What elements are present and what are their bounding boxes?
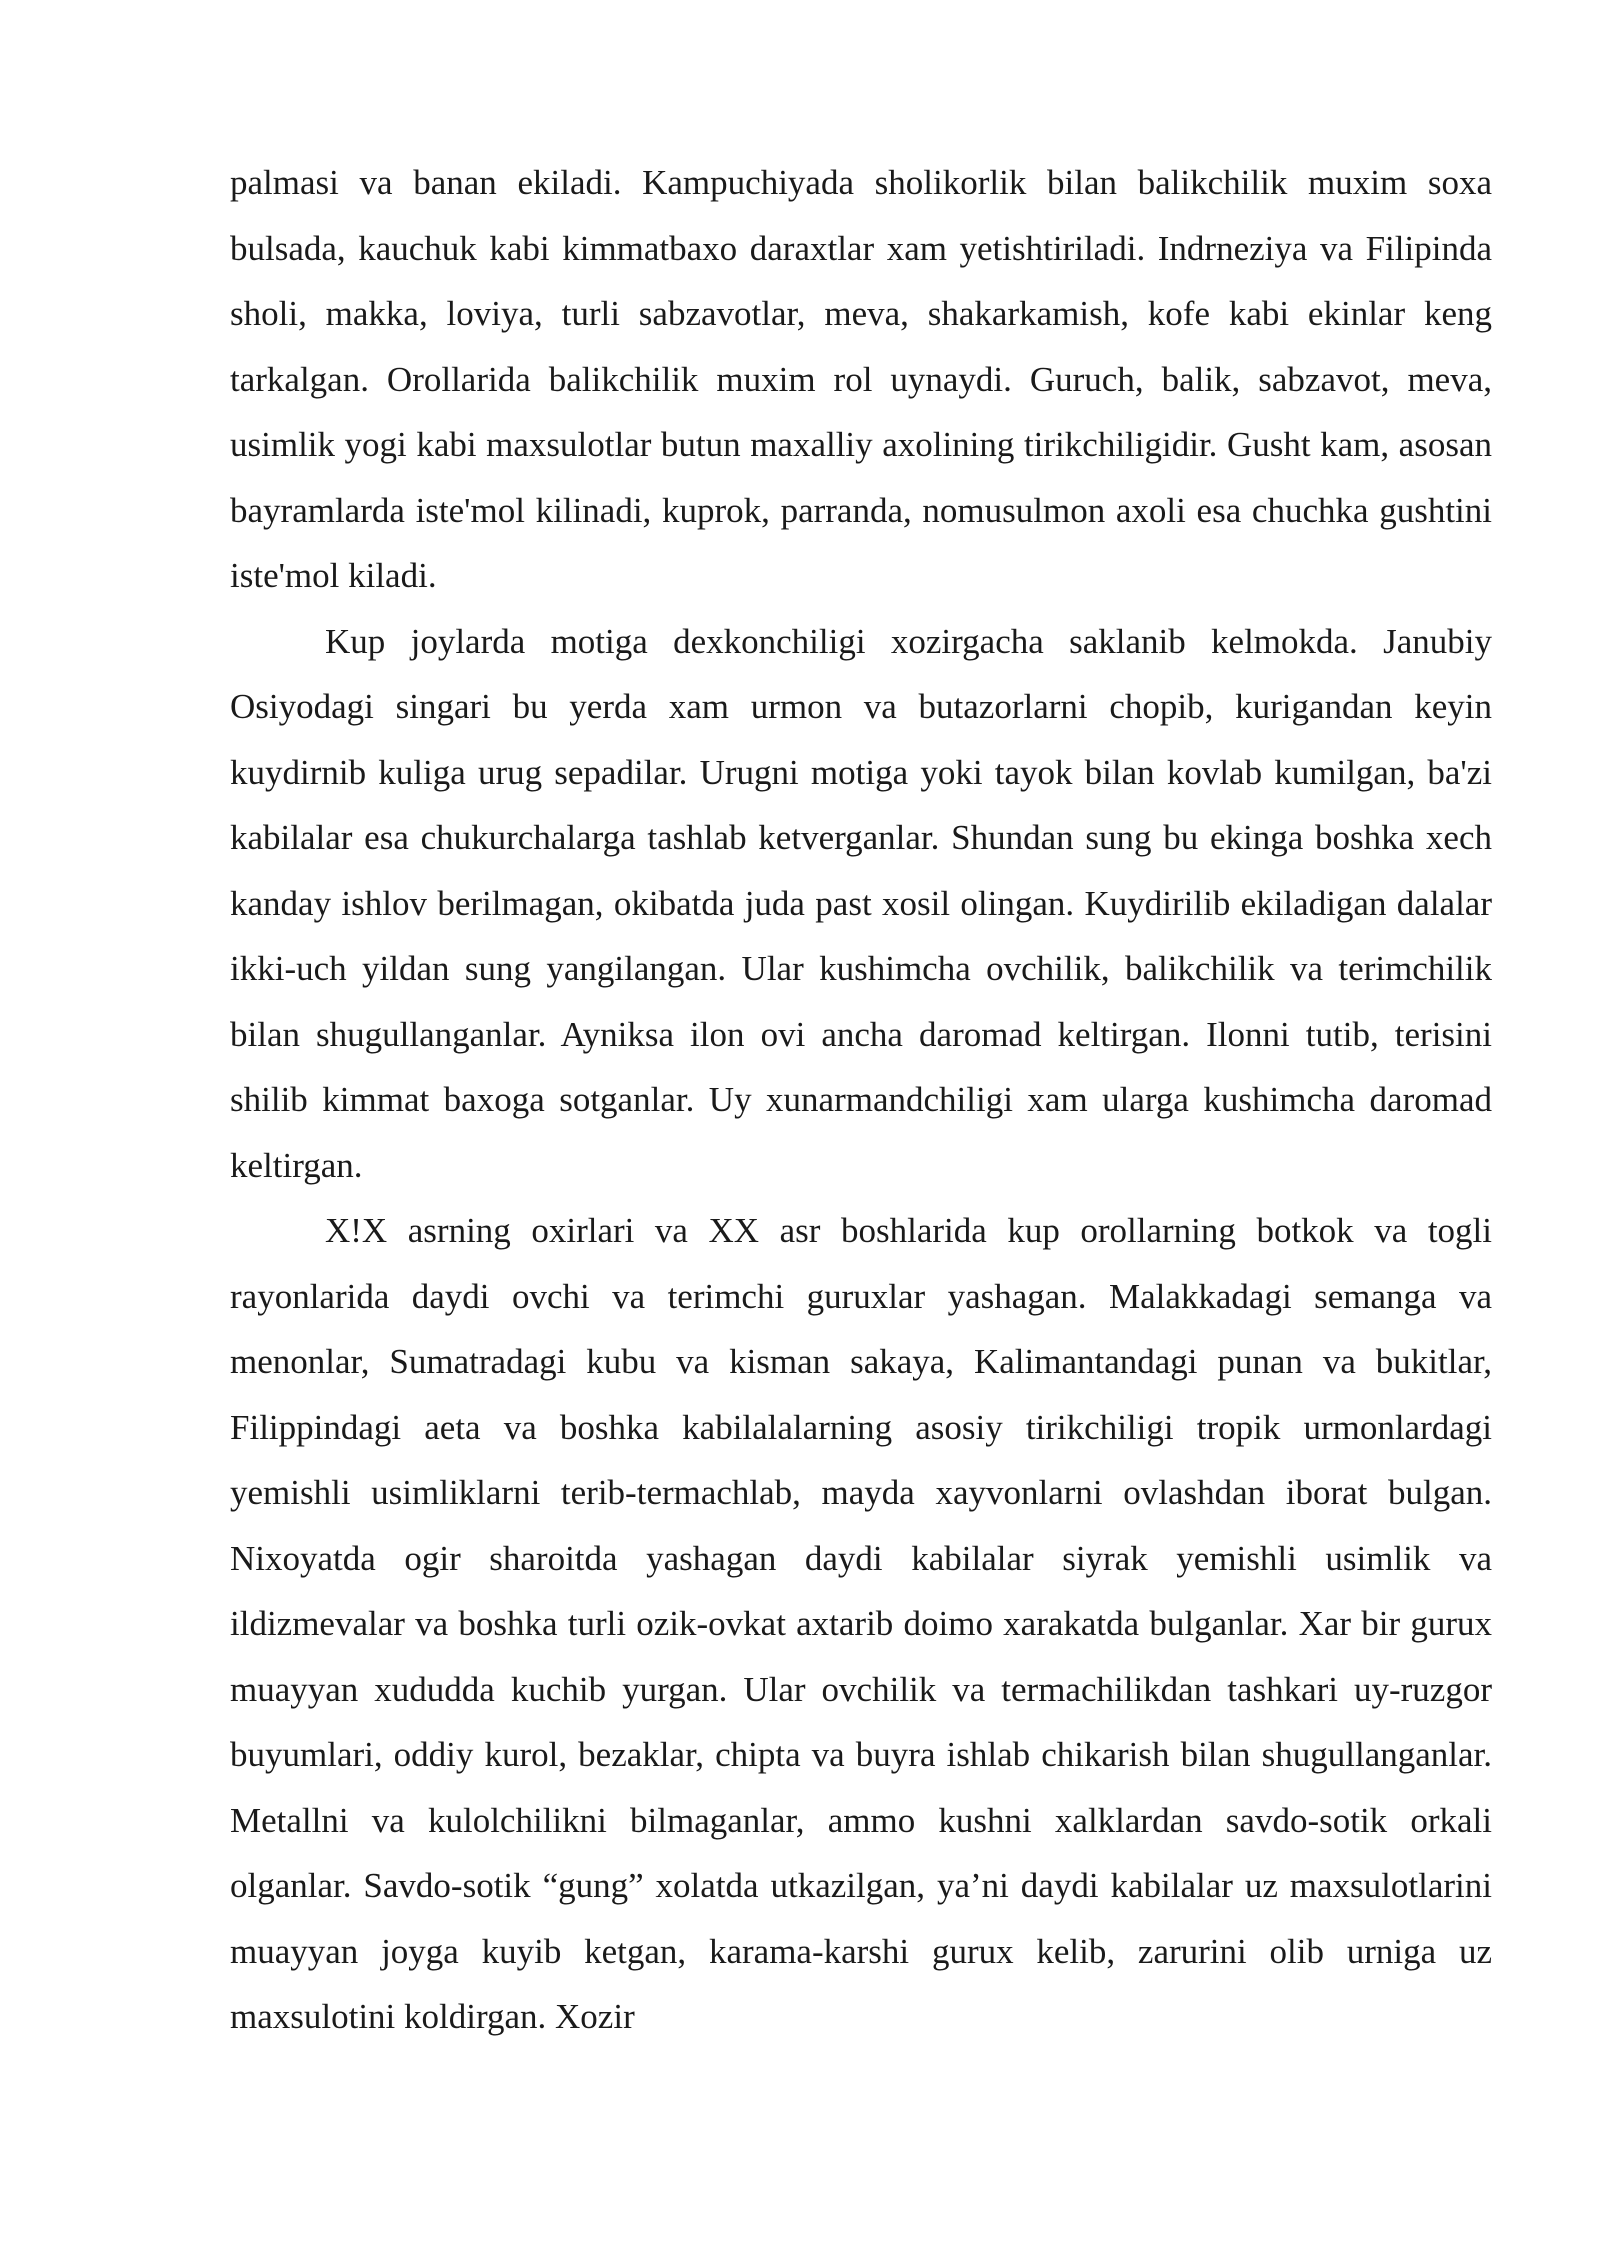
- paragraph-3: X!X asrning oxirlari va XX asr boshlarida kup orollarning botkok va togli rayonlarida daydi ovchi va terimchi guruxlar yashagan. Malakkadagi semanga va menonlar, Sumatradagi kubu va kisman sakaya, Kalimantandagi punan va bukitlar, Filippindagi aeta va boshka kabilalalarning asosiy tirikchiligi tropik urmonlardagi yemishli usimliklarni terib-termachlab, mayda xayvonlarni ovlashdan iborat bulgan. Nixoyatda ogir sharoitda yashagan daydi kabilalar siyrak yemishli usimlik va ildizmevalar va boshka turli ozik-ovkat axtarib doimo xarakatda bulganlar. Xar bir gurux muayyan xududda kuchib yurgan. Ular ovchilik va termachilikdan tashkari uy-ruzgor buyumlari, oddiy kurol, bezaklar, chipta va buyra ishlab chikarish bilan shugullanganlar. Metallni va kulolchilikni bilmaganlar, ammo kushni xalklardan savdo-sotik orkali olganlar. Savdo-sotik “gung” xolatda utkazilgan, ya’ni daydi kabilalar uz maxsulotlarini muayyan joyga kuyib ketgan, karama-karshi gurux kelib, zarurini olib urniga uz maxsulotini koldirgan. Xozir: [230, 1211, 1492, 2036]
- body-text: [230, 150, 1492, 2050]
- paragraph-2: Kup joylarda motiga dexkonchiligi xozirgacha saklanib kelmokda. Janubiy Osiyodagi singari bu yerda xam urmon va butazorlarni chopib, kurigandan keyin kuydirnib kuliga urug sepadilar. Urugni motiga yoki tayok bilan kovlab kumilgan, ba'zi kabilalar esa chukurchalarga tashlab ketverganlar. Shundan sung bu ekinga boshka xech kanday ishlov berilmagan, okibatda juda past xosil olingan. Kuydirilib ekiladigan dalalar ikki-uch yildan sung yangilangan. Ular kushimcha ovchilik, balikchilik va terimchilik bilan shugullanganlar. Ayniksa ilon ovi ancha daromad keltirgan. Ilonni tutib, terisini shilib kimmat baxoga sotganlar. Uy xunarmandchiligi xam ularga kushimcha daromad keltirgan.: [230, 621, 1492, 1185]
- paragraph-1: palmasi va banan ekiladi. Kampuchiyada sholikorlik bilan balikchilik muxim soxa bulsada, kauchuk kabi kimmatbaxo daraxtlar xam yetishtiriladi. Indrneziya va Filipinda sholi, makka, loviya, turli sabzavotlar, meva, shakarkamish, kofe kabi ekinlar keng tarkalgan. Orollarida balikchilik muxim rol uynaydi. Guruch, balik, sabzavot, meva, usimlik yogi kabi maxsulotlar butun maxalliy axolining tirikchiligidir. Gusht kam, asosan bayramlarda iste'mol kilinadi, kuprok, parranda, nomusulmon axoli esa chuchka gushtini iste'mol kiladi.: [230, 163, 1492, 595]
